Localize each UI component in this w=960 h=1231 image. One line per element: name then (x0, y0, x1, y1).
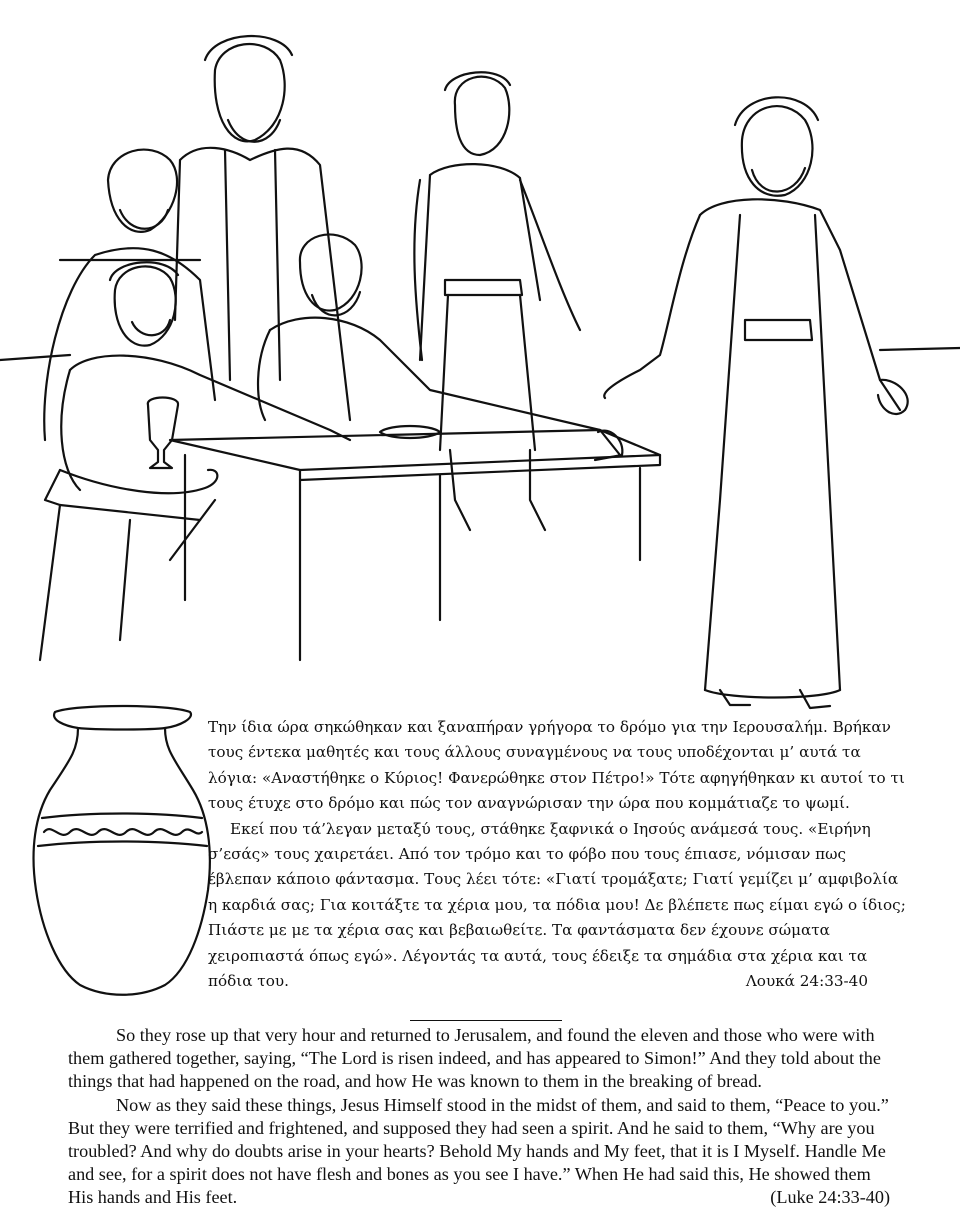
vase-band-bottom (38, 842, 207, 847)
greek-paragraph-1: Την ίδια ώρα σηκώθηκαν και ξαναπήραν γρήγορα το δρόμο για την Ιερουσαλήμ. Βρήκαν τους έντεκα μαθητές και τους άλλους συναγμένους να τους υποδέχονται μ’ αυτά τα λόγια: «Αναστήθηκε ο Κύριος! Φανερώθηκε στον Πέτρο!» Τότε αφηγήθηκαν κι αυτοί το τι τους έτυχε στο δρόμο και πώς τον αναγνώρισαν την ώρα που κομμάτιαζε το ψωμί. (208, 718, 905, 813)
couch (40, 470, 217, 660)
vase-band-top (42, 814, 202, 819)
greek-paragraph-2 (208, 817, 908, 995)
english-paragraph-2 (68, 1094, 898, 1210)
english-paragraph-1: So they rose up that very hour and returned to Jerusalem, and found the eleven and those who were with them gathered together, saying, “The Lord is risen indeed, and has appeared to Simon!” And they told about the things that had happened on the road, and how He was known to them in the breaking of bread. (68, 1025, 881, 1092)
vase-body (34, 728, 210, 995)
english-passage (68, 1024, 898, 1210)
english-reference: (Luke 24:33-40) (770, 1187, 890, 1208)
disciple-figure-back-left (44, 150, 215, 440)
vase-rim (54, 706, 191, 730)
jesus-figure (604, 97, 907, 708)
table (170, 426, 660, 660)
vase-band-twist (44, 829, 202, 835)
greek-paragraph-2-text: Εκεί που τά’λεγαν μεταξύ τους, στάθηκε ξαφνικά ο Ιησούς ανάμεσά τους. «Ειρήνη σ’εσάς» τους χαιρετάει. Από τον τρόμο και το φόβο που τους έπιασε, νόμισαν πως έβλεπαν κάποιο φάντασμα. Τους λέει τότε: «Γιατί τρομάξατε; Γιατί γεμίζει μ’ αμφιβολία η καρδιά σας; Για κοιτάξτε τα χέρια μου, τα πόδια μου! Δε βλέπετε πως είμαι εγώ ο ίδιος; Πιάστε με με τα χέρια σας και βεβαιωθείτε. Τα φαντάσματα δεν έχουνε σώματα χειροπιαστά όπως εγώ». Λέγοντάς τα αυτά, τους έδειξε τα σημάδια στα χέρια και τα πόδια του. (208, 819, 906, 991)
greek-passage (208, 715, 908, 994)
vase-illustration (30, 700, 215, 1000)
greek-reference: Λουκά 24:33-40 (745, 972, 868, 991)
english-paragraph-2-text: Now as they said these things, Jesus Himself stood in the midst of them, and said to them, “Peace to you.” But they were terrified and frightened, and supposed they had seen a spirit. And he said to them, “Why are you troubled? And why do doubts arise in your hearts? Behold My hands and My feet, that it is I Myself. Handle Me and see, for a spirit does not have flesh and bones as you see I have.” When He had said this, He showed them His hands and His feet. (68, 1094, 889, 1208)
section-divider (410, 1020, 562, 1021)
disciple-figure-back-center (175, 36, 350, 420)
